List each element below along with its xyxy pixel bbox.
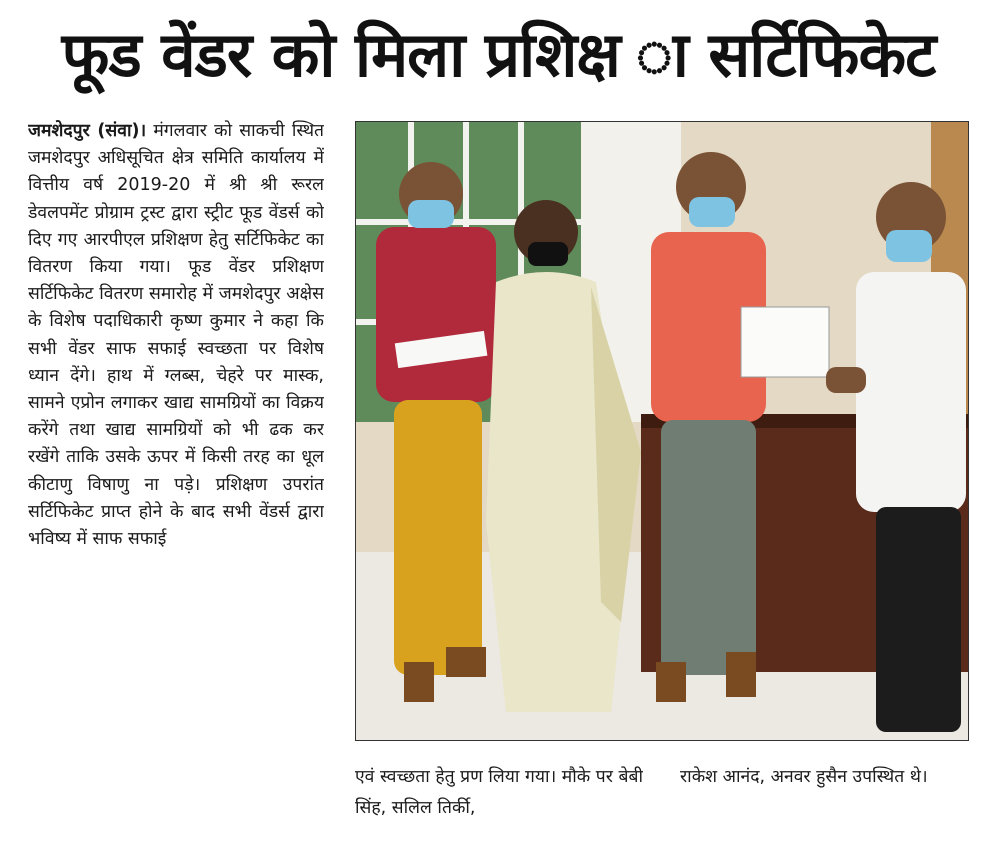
photo-icon xyxy=(356,122,968,740)
news-photo xyxy=(355,121,969,741)
dateline: जमशेदपुर (संवा)। xyxy=(28,121,147,141)
headline: फूड वेंडर को मिला प्रशिक्ष ा सर्टिफिकेट xyxy=(61,18,936,91)
person-1 xyxy=(376,162,496,702)
article-column-right: राकेश आनंद, अनवर हुसैन उपस्थित थे। xyxy=(680,767,928,787)
article-column-left xyxy=(28,118,324,833)
article-column-middle: एवं स्वच्छता हेतु प्रण लिया गया। मौके पर बेबी सिंह, सलिल तिर्की, xyxy=(355,767,643,818)
article-body: मंगलवार को साकची स्थित जमशेदपुर अधिसूचित क्षेत्र समिति कार्यालय में वित्तीय वर्ष 2019-20 में श्री श्री रूरल डेवलपमेंट प्रोग्राम ट्रस्ट द्वारा स्ट्रीट फूड वेंडर्स को दिए गए आरपीएल प्रशिक्षण हेतु सर्टिफिकेट का वितरण किया गया। फूड वेंडर प्रशिक्षण सर्टिफिकेट वितरण समारोह में जमशेदपुर अक्षेस के विशेष पदाधिकारी कृष्ण कुमार ने कहा कि सभी वेंडर साफ सफाई स्वच्छता पर विशेष ध्यान देंगे। हाथ में ग्लब्स, चेहरे पर मास्क, सामने एप्रोन लगाकर खाद्य सामग्रियों का विक्रय करेंगे तथा खाद्य सामग्रियों को भी ढक कर रखेंगे ताकि उसके ऊपर में किसी तरह का धूल कीटाणु विषाणु ना पड़े। प्रशिक्षण उपरांत सर्टिफिकेट प्राप्त होने के बाद सभी वेंडर्स द्वारा भविष्य में साफ सफाई xyxy=(28,121,324,550)
